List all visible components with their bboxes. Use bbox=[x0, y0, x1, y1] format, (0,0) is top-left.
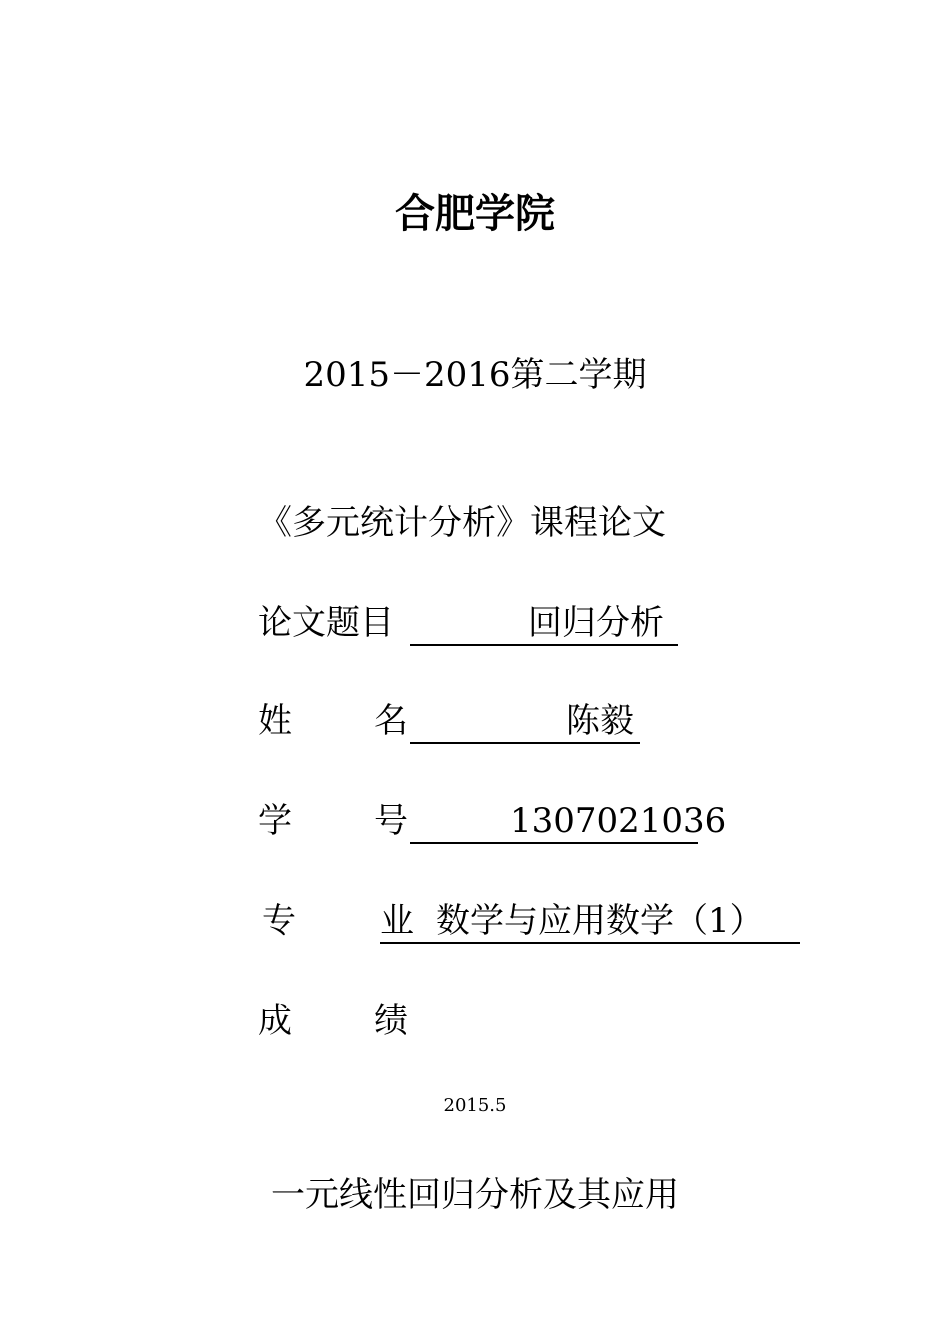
course-title: 《多元统计分析》课程论文 bbox=[258, 503, 666, 543]
student-id-label-first: 学 bbox=[258, 801, 292, 841]
grade-label-first: 成 bbox=[258, 1001, 292, 1041]
major-label-second: 业 bbox=[380, 901, 414, 941]
grade-label-second: 绩 bbox=[374, 1001, 408, 1041]
school-name: 合肥学院 bbox=[395, 191, 555, 237]
paper-title: 一元线性回归分析及其应用 bbox=[271, 1175, 679, 1215]
cover-date: 2015.5 bbox=[443, 1095, 507, 1116]
thesis-title-label: 论文题目 bbox=[258, 603, 394, 643]
student-name-label-first: 姓 bbox=[258, 701, 292, 741]
semester-title: 2015－2016第二学期 bbox=[303, 355, 647, 395]
student-id-label-second: 号 bbox=[374, 801, 408, 841]
student-name-value: 陈毅 bbox=[566, 701, 634, 741]
thesis-title-value: 回归分析 bbox=[528, 603, 664, 643]
student-id-value: 1307021036 bbox=[510, 801, 727, 841]
major-label-first: 专 bbox=[262, 901, 296, 941]
student-name-label-second: 名 bbox=[374, 701, 408, 741]
major-value: 数学与应用数学（1） bbox=[436, 901, 764, 941]
